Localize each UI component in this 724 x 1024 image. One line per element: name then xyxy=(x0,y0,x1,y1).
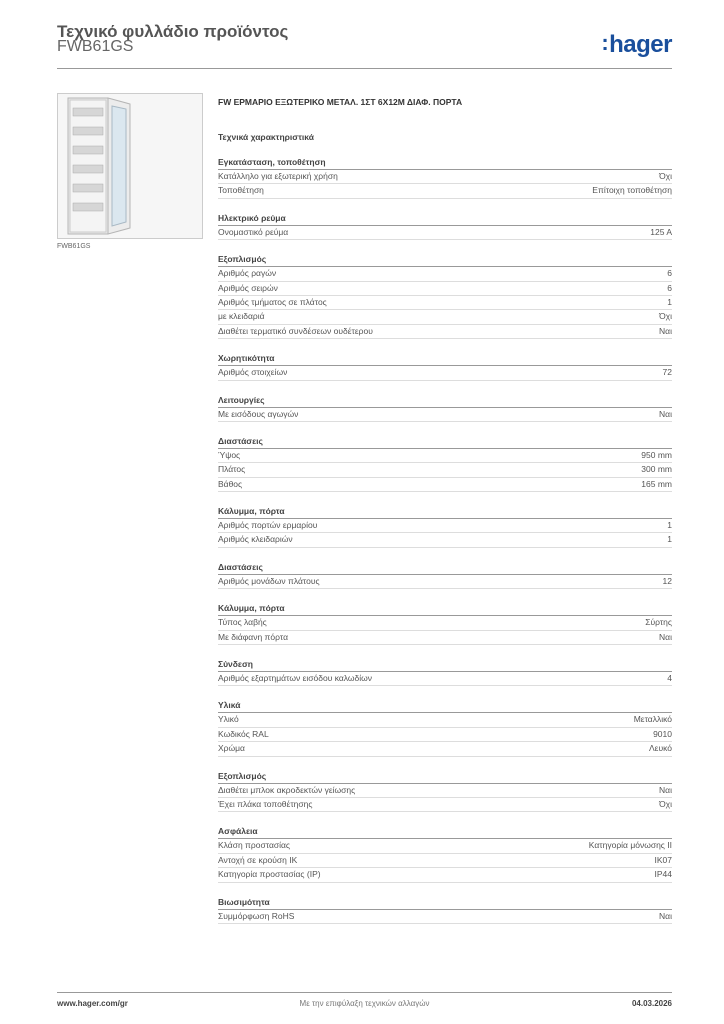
product-title: FW ΕΡΜΑΡΙΟ ΕΞΩΤΕΡΙΚΟ ΜΕΤΑΛ. 1ΣΤ 6Χ12Μ ΔΙΑΦ. ΠΟΡΤΑ xyxy=(218,97,463,107)
spec-row xyxy=(218,282,672,296)
spec-sections xyxy=(218,157,672,924)
spec-label: Υλικό xyxy=(218,714,239,725)
section-title: Κάλυμμα, πόρτα xyxy=(218,603,672,616)
spec-label: Ονομαστικό ρεύμα xyxy=(218,226,289,237)
spec-value: Όχι xyxy=(659,798,672,809)
spec-label: Αντοχή σε κρούση IK xyxy=(218,854,298,865)
spec-value: 125 A xyxy=(650,226,672,237)
spec-value: Σύρτης xyxy=(645,617,672,628)
spec-label: Αριθμός τμήματος σε πλάτος xyxy=(218,296,327,307)
spec-value: 4 xyxy=(667,673,672,684)
spec-value: Ναι xyxy=(659,784,672,795)
spec-value: Ναι xyxy=(659,910,672,921)
spec-label: Κλάση προστασίας xyxy=(218,840,291,851)
spec-row xyxy=(218,310,672,324)
section-title: Υλικά xyxy=(218,700,672,713)
spec-value: Ναι xyxy=(659,408,672,419)
spec-row xyxy=(218,742,672,756)
spec-row xyxy=(218,184,672,198)
spec-value: 950 mm xyxy=(641,449,672,460)
spec-row xyxy=(218,449,672,463)
spec-value: 6 xyxy=(667,268,672,279)
spec-label: Τύπος λαβής xyxy=(218,617,267,628)
spec-value: 6 xyxy=(667,282,672,293)
spec-label: Με διάφανη πόρτα xyxy=(218,631,288,642)
spec-value: 165 mm xyxy=(641,478,672,489)
spec-section xyxy=(218,826,672,882)
spec-label: Αριθμός σειρών xyxy=(218,282,278,293)
brand-name: hager xyxy=(609,31,672,58)
spec-row xyxy=(218,839,672,853)
spec-label: Συμμόρφωση RoHS xyxy=(218,910,295,921)
section-title: Διαστάσεις xyxy=(218,562,672,575)
spec-label: Αριθμός πορτών ερμαρίου xyxy=(218,520,318,531)
spec-label: Έχει πλάκα τοποθέτησης xyxy=(218,798,313,809)
spec-value: 300 mm xyxy=(641,464,672,475)
spec-value: 1 xyxy=(667,520,672,531)
spec-value: Ναι xyxy=(659,325,672,336)
spec-label: Αριθμός κλειδαριών xyxy=(218,534,293,545)
spec-label: με κλειδαριά xyxy=(218,311,265,322)
header-divider xyxy=(57,68,672,69)
spec-value: Λευκό xyxy=(649,743,672,754)
spec-value: Όχι xyxy=(659,171,672,181)
product-code: FWB61GS xyxy=(57,38,134,55)
spec-section xyxy=(218,562,672,589)
spec-row xyxy=(218,784,672,798)
section-title: Ασφάλεια xyxy=(218,826,672,839)
spec-label: Αριθμός στοιχείων xyxy=(218,367,288,378)
section-title: Εγκατάσταση, τοποθέτηση xyxy=(218,157,672,170)
spec-row xyxy=(218,575,672,589)
product-image xyxy=(57,93,203,239)
footer-divider xyxy=(57,992,672,993)
spec-row xyxy=(218,672,672,686)
section-title: Κάλυμμα, πόρτα xyxy=(218,506,672,519)
disclaimer: Με την επιφύλαξη τεχνικών αλλαγών xyxy=(299,999,430,1008)
spec-section xyxy=(218,771,672,813)
spec-row xyxy=(218,854,672,868)
spec-section xyxy=(218,436,672,492)
spec-section xyxy=(218,603,672,645)
spec-row xyxy=(218,463,672,477)
document-date: 04.03.2026 xyxy=(631,999,672,1008)
spec-label: Αριθμός ραγών xyxy=(218,268,277,279)
section-title: Εξοπλισμός xyxy=(218,254,672,267)
spec-section xyxy=(218,213,672,240)
spec-label: Κατηγορία προστασίας (IP) xyxy=(218,869,321,880)
section-title: Ηλεκτρικό ρεύμα xyxy=(218,213,672,226)
spec-row xyxy=(218,728,672,742)
spec-row xyxy=(218,170,672,184)
spec-value: 12 xyxy=(662,575,672,586)
spec-section xyxy=(218,157,672,199)
spec-row xyxy=(218,296,672,310)
spec-row xyxy=(218,616,672,630)
spec-value: 72 xyxy=(662,367,672,378)
spec-label: Κωδικός RAL xyxy=(218,728,269,739)
spec-row xyxy=(218,325,672,339)
spec-section xyxy=(218,353,672,380)
spec-label: Διαθέτει μπλοκ ακροδεκτών γείωσης xyxy=(218,784,356,795)
spec-row xyxy=(218,533,672,547)
section-title: Βιωσιμότητα xyxy=(218,897,672,910)
spec-label: Αριθμός μονάδων πλάτους xyxy=(218,575,320,586)
spec-label: Αριθμός εξαρτημάτων εισόδου καλωδίων xyxy=(218,673,373,684)
spec-row xyxy=(218,868,672,882)
spec-value: Ναι xyxy=(659,631,672,642)
spec-row xyxy=(218,478,672,492)
spec-value: 1 xyxy=(667,534,672,545)
spec-row xyxy=(218,798,672,812)
spec-row xyxy=(218,408,672,422)
spec-label: Κατάλληλο για εξωτερική χρήση xyxy=(218,171,338,181)
image-caption: FWB61GS xyxy=(57,243,91,250)
section-title: Σύνδεση xyxy=(218,659,672,672)
spec-label: Διαθέτει τερματικό συνδέσεων ουδέτερου xyxy=(218,325,373,336)
spec-value: Επίτοιχη τοποθέτηση xyxy=(592,185,672,196)
spec-value: Μεταλλικό xyxy=(633,714,672,725)
spec-row xyxy=(218,713,672,727)
spec-value: 1 xyxy=(667,296,672,307)
spec-section xyxy=(218,254,672,339)
spec-value: 9010 xyxy=(653,728,672,739)
spec-value: Όχι xyxy=(659,311,672,322)
spec-label: Βάθος xyxy=(218,478,243,489)
spec-label: Ύψος xyxy=(218,449,241,460)
document-title: Τεχνικό φυλλάδιο προϊόντος xyxy=(57,22,289,41)
spec-label: Με εισόδους αγωγών xyxy=(218,408,299,419)
spec-label: Χρώμα xyxy=(218,743,245,754)
spec-label: Πλάτος xyxy=(218,464,246,475)
spec-row xyxy=(218,226,672,240)
section-title: Διαστάσεις xyxy=(218,436,672,449)
spec-row xyxy=(218,631,672,645)
spec-row xyxy=(218,267,672,281)
section-title: Λειτουργίες xyxy=(218,395,672,408)
spec-value: Κατηγορία μόνωσης II xyxy=(588,840,672,851)
spec-label: Τοποθέτηση xyxy=(218,185,264,196)
spec-value: IK07 xyxy=(654,854,672,865)
spec-section xyxy=(218,659,672,686)
spec-row xyxy=(218,519,672,533)
hager-logo: :hager xyxy=(601,30,672,58)
section-title: Χωρητικότητα xyxy=(218,353,672,366)
website-link[interactable]: www.hager.com/gr xyxy=(57,999,128,1008)
spec-section xyxy=(218,700,672,756)
spec-section xyxy=(218,395,672,422)
spec-content xyxy=(218,97,672,938)
spec-section xyxy=(218,506,672,548)
spec-row xyxy=(218,910,672,924)
spec-section xyxy=(218,897,672,924)
spec-value: IP44 xyxy=(654,869,672,880)
spec-row xyxy=(218,366,672,380)
section-title: Εξοπλισμός xyxy=(218,771,672,784)
tech-heading: Τεχνικά χαρακτηριστικά xyxy=(218,132,314,142)
